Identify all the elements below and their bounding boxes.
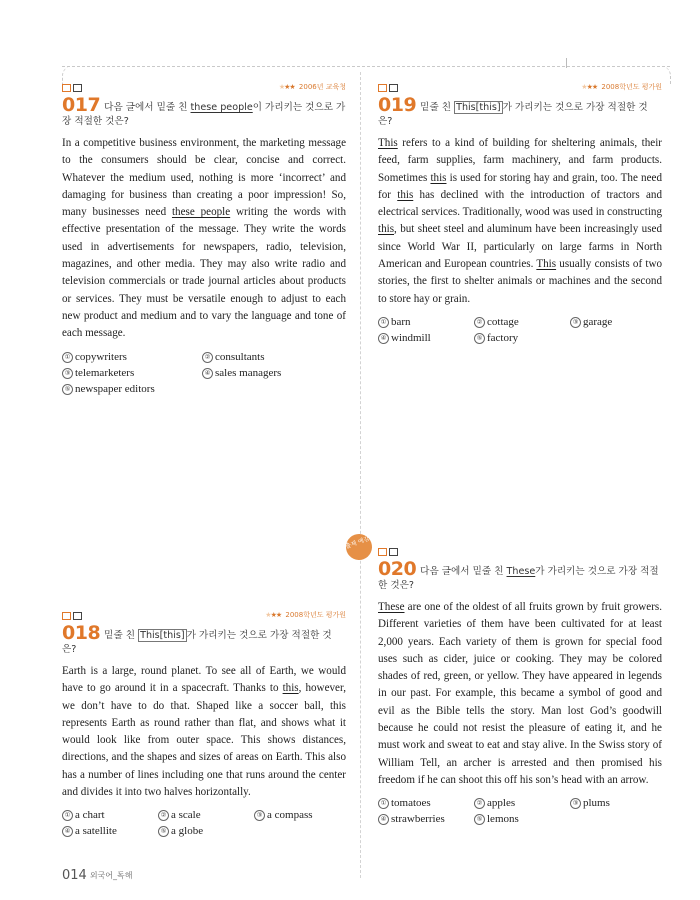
answer-option[interactable]: ① tomatoes	[378, 795, 474, 811]
checkbox[interactable]	[389, 84, 398, 92]
checkbox-group	[378, 84, 398, 92]
difficulty-stars: ★★★	[278, 83, 295, 91]
question-019	[378, 80, 662, 346]
prompt-target: these people	[190, 102, 253, 113]
question-prompt: 020 다음 글에서 밑줄 친 These가 가리키는 것으로 가장 적절한 것은?	[378, 558, 659, 591]
checkbox-group	[62, 84, 82, 92]
question-prompt: 017 다음 글에서 밑줄 친 these people이 가리키는 것으로 가장 적절한 것은?	[62, 94, 346, 127]
question-018-topline	[62, 608, 346, 624]
section-label: 외국어_독해	[89, 871, 133, 880]
question-017-topline	[62, 80, 346, 96]
question-019-topline	[378, 80, 662, 96]
answer-option[interactable]: ⑤ factory	[474, 330, 570, 346]
answer-option[interactable]: ③ garage	[570, 314, 666, 330]
underlined-reference: These	[378, 601, 405, 613]
checkbox[interactable]	[62, 84, 71, 92]
page-top-border	[62, 66, 670, 68]
question-020-topline	[378, 544, 662, 560]
answer-option[interactable]: ② cottage	[474, 314, 570, 330]
answer-option[interactable]: ③ telemarketers	[62, 365, 202, 381]
prompt-target: This[this]	[140, 630, 185, 641]
underlined-reference: This	[378, 137, 398, 149]
answer-option[interactable]: ② consultants	[202, 349, 342, 365]
checkbox[interactable]	[73, 612, 82, 620]
answer-option[interactable]: ① barn	[378, 314, 474, 330]
underlined-reference: this	[378, 223, 395, 236]
answer-options	[62, 349, 346, 397]
underlined-reference: This	[536, 258, 557, 271]
answer-option[interactable]: ② apples	[474, 795, 570, 811]
column-divider	[360, 72, 362, 878]
underlined-reference: these people	[171, 206, 231, 219]
question-017	[62, 80, 346, 397]
page-footer	[62, 868, 132, 883]
underlined-reference: this	[282, 682, 299, 695]
question-number: 018	[62, 622, 101, 644]
question-prompt: 018 밑줄 친 This[this] 가 가리키는 것으로 가장 적절한 것은?	[62, 622, 332, 655]
answer-option[interactable]: ③ plums	[570, 795, 666, 811]
answer-option[interactable]: ⑤ a globe	[158, 823, 254, 839]
difficulty-stars: ★★★	[581, 83, 598, 91]
question-number: 017	[62, 94, 101, 116]
answer-options	[62, 807, 346, 839]
question-020	[378, 544, 662, 827]
question-prompt: 019 밑줄 친 This[this] 가 가리키는 것으로 가장 적절한 것은?	[378, 94, 648, 127]
page-number: 014	[62, 868, 87, 883]
passage: These are one of the oldest of all fruits grown by fruit growers. Different varieties of them have been cultivated for at least 2,000 years. Each variety of them is grown for special food uses such as cider, juice or cooking. They may be colored shades of red, green, or yellow. They have appeared in legends in our past. For example, this became a symbol of good and evil as the Bible tells the story. Man lost God’s goodwill because he could not resist the pleasure of eating it, and he must work and sweat to eat and stay alive. In the Swiss story of William Tell, an archer is arrested and then promised his freedom if he can shoot this off his son’s head with an arrow.	[378, 601, 662, 786]
answer-option[interactable]: ④ a satellite	[62, 823, 158, 839]
answer-option[interactable]: ④ strawberries	[378, 811, 474, 827]
answer-options	[378, 795, 662, 827]
answer-option[interactable]: ④ sales managers	[202, 365, 342, 381]
question-source: ★★★ 2006년 교육청	[278, 83, 346, 91]
checkbox[interactable]	[62, 612, 71, 620]
checkbox-group	[378, 548, 398, 556]
answer-option[interactable]: ⑤ lemons	[474, 811, 570, 827]
checkbox-group	[62, 612, 82, 620]
prompt-target: This[this]	[456, 102, 501, 113]
difficulty-stars: ★★★	[265, 611, 282, 619]
page-tick-mark	[566, 58, 568, 68]
answer-option[interactable]: ① a chart	[62, 807, 158, 823]
question-number: 019	[378, 94, 417, 116]
question-source: ★★★ 2008학년도 평가원	[581, 83, 662, 91]
underlined-reference: this	[397, 188, 414, 201]
underlined-reference: this	[430, 171, 447, 184]
checkbox[interactable]	[378, 84, 387, 92]
question-source: ★★★ 2008학년도 평가원	[265, 611, 346, 619]
answer-option[interactable]: ③ a compass	[254, 807, 350, 823]
question-number: 020	[378, 558, 417, 580]
passage: Earth is a large, round planet. To see all of Earth, we would have to go around it in a spacecraft. Thanks to this, however, we don’t have to do that. Shaped like a soccer ball, this represents Earth as round rather than flat, and shows what it would look like from outer space. This shows distances, directions, and the shapes and sizes of areas on Earth. This also has a number of lines including one that runs around the center and divides it into two halves horizontally.	[62, 665, 346, 799]
answer-option[interactable]: ② a scale	[158, 807, 254, 823]
answer-option[interactable]: ⑤ newspaper editors	[62, 381, 202, 397]
checkbox[interactable]	[378, 548, 387, 556]
passage: This refers to a kind of building for sheltering animals, their feed, farm supplies, farm machinery, and farm products. Sometimes this is used for storing hay and grain, too. The need for this has declined with the introduction of tractors and electrical services. Traditionally, wood was used in constructing this, but sheet steel and aluminum have been increasingly used since World War II, particularly on large farms in North American and European countries. This usually consists of two stories, the first to shelter animals or machines and the second to store hay or grain.	[378, 137, 663, 305]
question-018	[62, 608, 346, 839]
prediction-badge: 출제 예감	[342, 530, 375, 563]
answer-option[interactable]: ④ windmill	[378, 330, 474, 346]
checkbox[interactable]	[73, 84, 82, 92]
checkbox[interactable]	[389, 548, 398, 556]
answer-option[interactable]: ① copywriters	[62, 349, 202, 365]
prompt-target: These	[506, 566, 536, 577]
passage: In a competitive business environment, the marketing message to the consumers should be clear, concise and correct. Whatever the medium used, nothing is more ‘incorrect’ and damaging for business than creating a poor impression! So, many businesses need these people writing the words with effective presentation of the message. They write the words used in advertisements for newspapers, radio, television, magazines, and other media. They may also write radio and television commercials or trade journal articles about products or services. They must be versatile enough to adjust to each new product and medium and to vary the language and tone of each message.	[62, 137, 347, 340]
answer-options	[378, 314, 662, 346]
